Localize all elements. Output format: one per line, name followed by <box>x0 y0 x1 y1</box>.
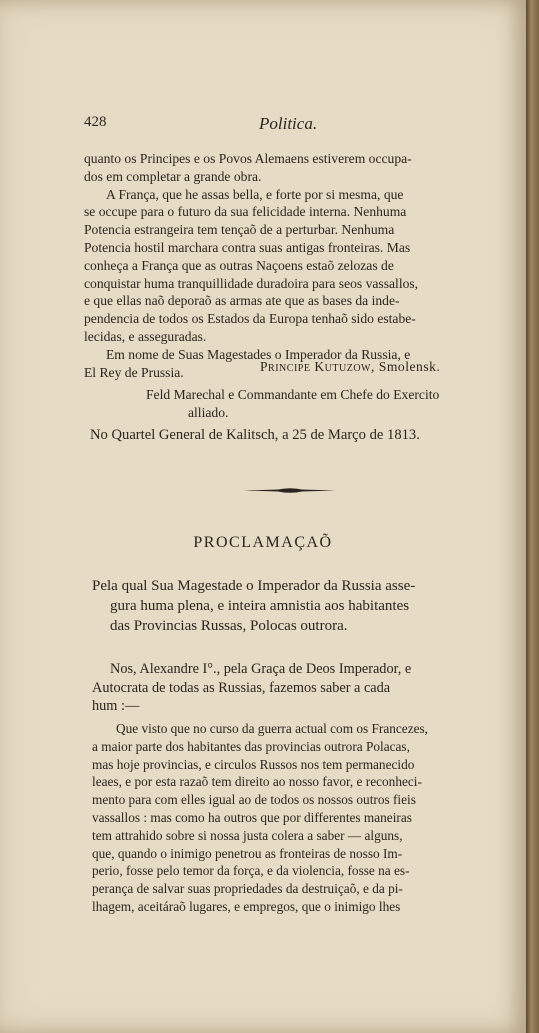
text-line: conheça a França que as outras Naçoens estaõ zelozas de <box>84 257 394 273</box>
body-line: Que visto que no curso da guerra actual com os Francezes, <box>116 721 428 736</box>
text-line: lecidas, e asseguradas. <box>84 328 207 344</box>
body-line: lhagem, aceitáraõ lugares, e empregos, que o inimigo lhes <box>92 898 401 914</box>
text-line: A França, que he assas bella, e forte por si mesma, que <box>106 186 404 202</box>
text-line: Potencia estrangeira tem tençaõ de a perturbar. Nenhuma <box>84 222 395 238</box>
signatory-title: Principe <box>260 359 311 374</box>
preamble-line: hum :— <box>92 698 140 714</box>
subtitle-line: das Provincias Russas, Polocas outrora. <box>110 618 348 634</box>
body-line: mas hoje provincias, e circulos Russos nos tem permanecido <box>92 756 415 772</box>
proclamation-subtitle <box>92 576 492 636</box>
text-line: quanto os Principes e os Povos Alemaens estiverem occupa- <box>84 151 412 166</box>
text-line: conquistar huma tranquillidade duradoira para seos vassallos, <box>84 275 419 291</box>
page-header <box>84 114 484 134</box>
proclamation-body <box>92 720 492 916</box>
body-line: tem attrahido sobre si nossa justa colera a saber — alguns, <box>92 827 403 843</box>
signatory-name <box>260 358 500 376</box>
running-title: Politica. <box>259 114 318 133</box>
proclamation-title: PROCLAMAÇAÕ <box>193 534 333 551</box>
text-line: se occupe para o futuro da sua felicidade interna. Nenhuma <box>84 204 407 220</box>
ornamental-rule <box>242 487 338 494</box>
page-number: 428 <box>84 114 107 130</box>
text-line: Em nome de Suas Magestades o Imperador da Russia, e <box>106 346 411 362</box>
body-line: a maior parte dos habitantes das provincias outrora Polacas, <box>92 738 410 754</box>
subtitle-line: Pela qual Sua Magestade o Imperador da Russia asse- <box>92 578 416 594</box>
book-binding-edge <box>526 0 539 1033</box>
body-line: que, quando o inimigo penetrou as fronteiras de nosso Im- <box>92 845 403 861</box>
text-line: Potencia hostil marchara contra suas antigas fronteiras. Mas <box>84 239 411 255</box>
text-line: pendencia de todos os Estados da Europa tenhaõ sido estabe- <box>84 311 416 327</box>
signatory-surname: Kutuzow <box>314 359 371 374</box>
signatory-role <box>146 386 491 422</box>
body-line: perança de salvar suas propriedades da destruiçaõ, e da pi- <box>92 881 403 897</box>
body-line: vassallos : mas como ha outros que por differentes maneiras <box>92 809 412 825</box>
proclamation-preamble <box>92 660 492 716</box>
preamble-line: Autocrata de todas as Russias, fazemos saber a cada <box>92 679 391 696</box>
role-line: Feld Marechal e Commandante em Chefe do Exercito <box>146 387 440 402</box>
body-line: leaes, e por esta razaõ tem direito ao nosso favor, e reconheci- <box>92 774 422 790</box>
body-line: perio, fosse pelo temor da força, e da violencia, fosse na es- <box>92 863 410 879</box>
paragraph-1 <box>84 150 489 381</box>
signatory-place: , Smolensk. <box>371 359 441 374</box>
body-line: mento para com elles igual ao de todos os nossos outros fieis <box>92 792 416 808</box>
subtitle-line: gura huma plena, e inteira amnistia aos habitantes <box>110 598 410 614</box>
place-date: No Quartel General de Kalitsch, a 25 de Março de 1813. <box>90 427 420 443</box>
text-line: El Rey de Prussia. <box>84 364 184 380</box>
text-line: e que ellas naõ deporaõ as armas ate que as bases da inde- <box>84 293 400 309</box>
preamble-line: Nos, Alexandre I°., pela Graça de Deos Imperador, e <box>110 661 412 677</box>
role-line: alliado. <box>188 404 229 420</box>
text-line: dos em completar a grande obra. <box>84 168 262 184</box>
